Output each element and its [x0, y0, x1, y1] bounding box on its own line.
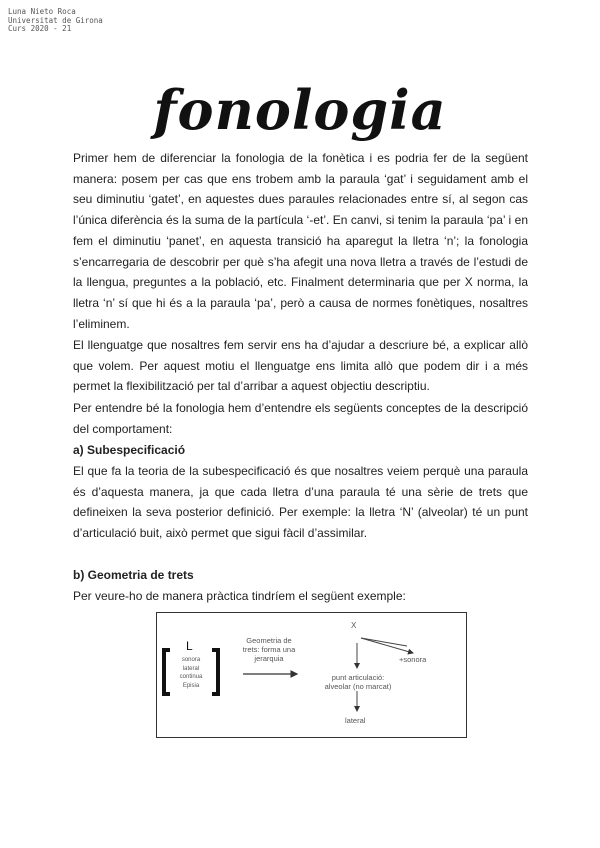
page-title: fonologia — [153, 78, 447, 142]
university-name: Universitat de Girona — [8, 15, 103, 25]
feature-episia: Episia — [182, 682, 200, 689]
paragraph-llenguatge: El llenguatge que nosaltres fem servir ens ha d’ajudar a descriure bé, a explicar allò que volem. Per aquest motiu el llenguatge ens limita allò que podem dir i a més permet la flexibilització per tal d’arribar a aquest objectiu descriptiu. — [73, 338, 528, 394]
body-paragraph-3 — [73, 398, 528, 439]
feature-list — [176, 656, 206, 690]
body-paragraph-1 — [73, 148, 528, 334]
body-paragraph-2 — [73, 335, 528, 397]
sonorant-node: +sonora — [399, 655, 427, 664]
paragraph-conceptes: Per entendre bé la fonologia hem d’entendre els següents conceptes de la descripció del comportament: — [73, 401, 528, 436]
place-node-line-2: alveolar (no marcat) — [324, 682, 392, 691]
place-node — [317, 673, 399, 691]
section-heading-a — [73, 440, 528, 461]
heading-subespecificacio: a) Subespecificació — [73, 443, 186, 457]
course-year: Curs 2020 - 21 — [8, 24, 72, 33]
arrow-label-line-3: jerarquia — [254, 654, 284, 663]
lateral-node: lateral — [345, 716, 366, 725]
body-paragraph-5 — [73, 586, 528, 607]
arrow-label-line-1: Geometria de — [246, 636, 292, 645]
place-node-line-1: punt articulació: — [331, 673, 385, 682]
author-name: Luna Nieto Roca — [8, 7, 76, 16]
root-node-x: X — [351, 621, 357, 630]
feature-sonora: sonora — [181, 657, 201, 663]
section-heading-b — [73, 565, 528, 586]
feature-lateral: lateral — [182, 665, 200, 672]
arrow-label-line-2: trets: forma una — [242, 645, 296, 654]
paragraph-exemple: Per veure-ho de manera pràctica tindríem el següent exemple: — [73, 589, 406, 603]
feature-continua: continua — [179, 674, 203, 680]
arrow-label — [240, 636, 298, 663]
author-header — [8, 8, 103, 34]
paragraph-subespecificacio: El que fa la teoria de la subespecificació és que nosaltres veiem perquè una paraula és d’aquesta manera, ja que cada lletra d’una paraula té una sèrie de trets que defineixen la seva posterior definició. Per exemple: la lletra ‘N’ (alveolar) té un punt d’articulació buit, això permet que sigui fàcil d’assimilar. — [73, 464, 528, 541]
body-paragraph-4 — [73, 461, 528, 544]
heading-geometria: b) Geometria de trets — [73, 568, 194, 582]
right-bracket — [212, 650, 218, 694]
left-bracket — [164, 650, 170, 694]
feature-geometry-diagram — [156, 612, 467, 738]
diagram-letter-l: L — [186, 639, 193, 653]
paragraph-fonologia-intro: Primer hem de diferenciar la fonologia de la fonètica i es podria fer de la següent manera: posem per cas que ens trobem amb la paraula ‘gat’ i seguidament amb el seu diminutiu ‘gatet’, en aquestes dues paraules relacionades entre sí, al segon cas l’única diferència és la suma de la partícula ‘-et’. En canvi, si tenim la paraula ‘pa’ i en fem el diminutiu ‘panet’, en aquesta transició ha aparegut la lletra ‘n’; la fonologia s’encarregaria de descobrir per què s’ha afegit una nova lletra a través de l’estudi de la llengua, preguntes a la població, etc. Finalment determinaria que per X norma, la lletra ‘n’ sí que hi és a la paraula ‘pa’, però a causa de normes fonètiques, nosaltres l’eliminem. — [73, 151, 528, 331]
